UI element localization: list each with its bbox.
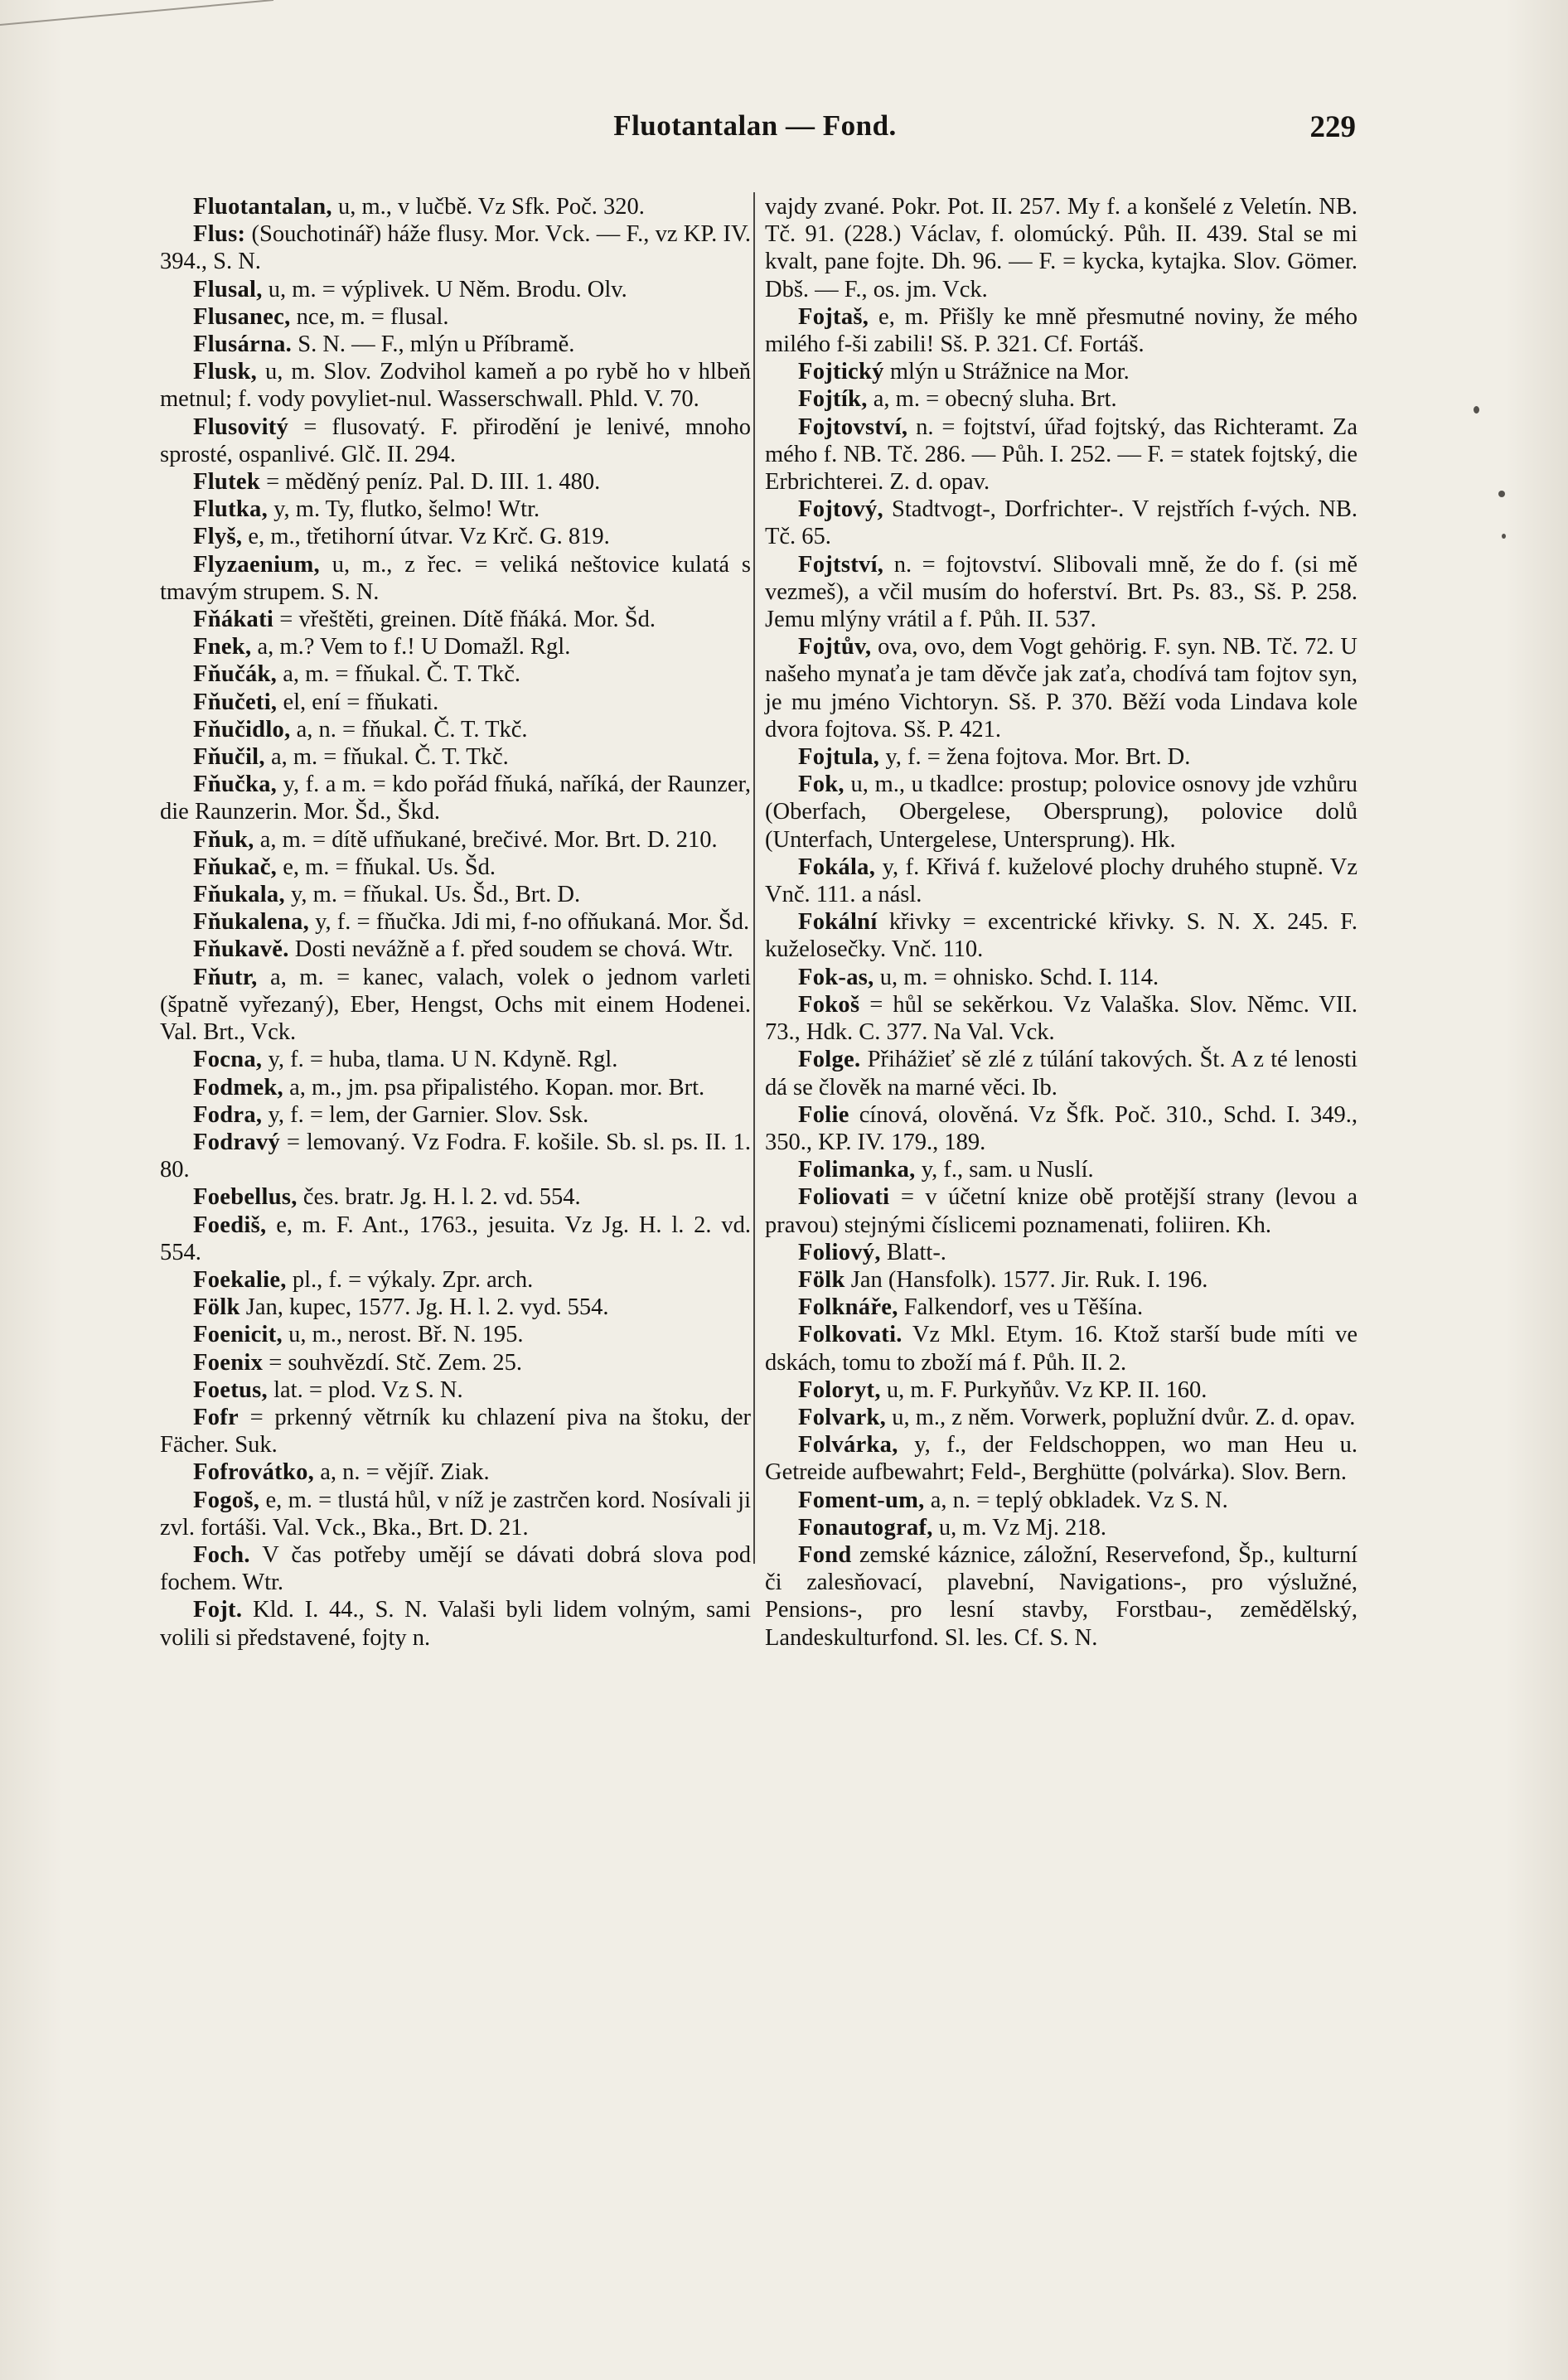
entry-definition: n. = fojtovství. Slibovali mně, že do f. (si mě vezmeš), a včil musím do hoferství. Brt. Ps. 83., Sš. P. 258. Jemu mlýny vrátil a f. Půh. II. 537. bbox=[765, 551, 1357, 633]
entry-headword: Fňukač, bbox=[193, 854, 278, 880]
dictionary-entry bbox=[160, 689, 751, 716]
entry-headword: Fojt. bbox=[193, 1597, 243, 1623]
page-header bbox=[154, 109, 1356, 159]
running-title: Fluotantalan — Fond. bbox=[613, 109, 897, 142]
entry-headword: Fňučidlo, bbox=[193, 716, 291, 743]
entry-definition: pl., f. = výkaly. Zpr. arch. bbox=[286, 1266, 534, 1293]
dictionary-entry bbox=[160, 1294, 751, 1321]
entry-definition: e, m. Přišly ke mně přesmutné noviny, že mého milého f-ši zabili! Sš. P. 321. Cf. Fortáš. bbox=[765, 303, 1357, 358]
entry-definition: a, m. = kanec, valach, volek o jednom varleti (špatně vyřezaný), Eber, Hengst, Ochs mit einem Hodenei. Val. Brt., Vck. bbox=[160, 964, 751, 1046]
dictionary-entry bbox=[160, 660, 751, 688]
entry-definition: u, m., u tkadlce: prostup; polovice osnovy jde vzhůru (Oberfach, Obergelese, Obersprung), polovice dolů (Unterfach, Untergelese, Untersprung). Hk. bbox=[765, 772, 1357, 853]
dictionary-entry bbox=[765, 854, 1357, 908]
entry-definition: a, m. = dítě ufňukané, brečivé. Mor. Brt. D. 210. bbox=[254, 826, 718, 853]
entry-definition: y, f., der Feldschoppen, wo man Heu u. Getreide aufbewahrt; Feld-, Berghütte (polvárka). Slov. Bern. bbox=[765, 1432, 1357, 1486]
entry-definition: mlýn u Strážnice na Mor. bbox=[883, 359, 1130, 385]
dictionary-entry bbox=[765, 1321, 1357, 1376]
entry-headword: Folimanka, bbox=[798, 1157, 916, 1183]
dictionary-entry bbox=[765, 771, 1357, 854]
entry-definition: = lemovaný. Vz Fodra. F. košile. Sb. sl. ps. II. 1. 80. bbox=[160, 1129, 751, 1183]
dictionary-entry bbox=[160, 716, 751, 743]
entry-definition: a, n. = teplý obkladek. Vz S. N. bbox=[924, 1487, 1228, 1513]
entry-headword: Fluotantalan, bbox=[193, 194, 332, 220]
entry-headword: Fňučeti, bbox=[193, 689, 278, 715]
entry-headword: Foekalie, bbox=[193, 1266, 287, 1293]
entry-definition: u, m. F. Purkyňův. Vz KP. II. 160. bbox=[880, 1376, 1207, 1403]
dictionary-entry bbox=[765, 1376, 1357, 1404]
entry-definition: u, m. = výplivek. U Něm. Brodu. Olv. bbox=[262, 276, 627, 302]
entry-definition: = vřeštěti, greinen. Dítě fňáká. Mor. Šd. bbox=[273, 607, 656, 633]
entry-definition: Jan, kupec, 1577. Jg. H. l. 2. vyd. 554. bbox=[240, 1294, 609, 1321]
entry-headword: Fňukala, bbox=[193, 882, 285, 908]
dictionary-entry bbox=[765, 1101, 1357, 1156]
entry-definition: e, m., třetihorní útvar. Vz Krč. G. 819. bbox=[242, 524, 610, 550]
entry-headword: Fogoš, bbox=[193, 1487, 260, 1513]
entry-definition: y, m. Ty, flutko, šelmo! Wtr. bbox=[268, 496, 540, 523]
entry-headword: Flyzaenium, bbox=[193, 551, 320, 578]
entry-definition: a, m. = obecný sluha. Brt. bbox=[867, 386, 1117, 413]
entry-headword: Flutek bbox=[193, 469, 260, 496]
entry-definition: u, m., z něm. Vorwerk, poplužní dvůr. Z. d. opav. bbox=[886, 1404, 1356, 1430]
entry-definition: a, m., jm. psa připalistého. Kopan. mor. Brt. bbox=[283, 1074, 705, 1101]
dictionary-entry bbox=[765, 358, 1357, 385]
entry-headword: Fojtaš, bbox=[798, 303, 869, 330]
dictionary-entry bbox=[765, 743, 1357, 771]
dictionary-entry bbox=[160, 1212, 751, 1266]
entry-headword: Fodra, bbox=[193, 1101, 263, 1128]
entry-headword: Fojtství, bbox=[798, 551, 884, 578]
entry-headword: Fok-as, bbox=[798, 964, 874, 990]
entry-headword: Foediš, bbox=[193, 1212, 267, 1238]
entry-headword: Flusárna. bbox=[193, 331, 293, 358]
entry-definition: e, m. F. Ant., 1763., jesuita. Vz Jg. H. l. 2. vd. 554. bbox=[160, 1212, 751, 1265]
entry-headword: Foliový, bbox=[798, 1239, 881, 1265]
entry-definition: lat. = plod. Vz S. N. bbox=[267, 1376, 463, 1403]
dictionary-entry bbox=[160, 1487, 751, 1541]
entry-definition: u, m., z řec. = veliká neštovice kulatá s tmavým strupem. S. N. bbox=[160, 551, 751, 605]
dictionary-entry bbox=[160, 523, 751, 550]
entry-headword: Folge. bbox=[798, 1047, 861, 1073]
dictionary-entry bbox=[765, 1404, 1357, 1431]
entry-headword: Fňuk, bbox=[193, 826, 254, 853]
entry-definition: Jan (Hansfolk). 1577. Jir. Ruk. I. 196. bbox=[844, 1266, 1208, 1293]
entry-headword: Fokální bbox=[798, 909, 878, 936]
dictionary-entry bbox=[765, 1266, 1357, 1294]
entry-headword: Folvark, bbox=[798, 1404, 887, 1430]
entry-definition: (Souchotinář) háže flusy. Mor. Vck. — F., vz KP. IV. 394., S. N. bbox=[160, 221, 751, 275]
entry-definition: y, f. = žena fojtova. Mor. Brt. D. bbox=[879, 744, 1191, 771]
entry-definition: S. N. — F., mlýn u Příbramě. bbox=[292, 331, 575, 358]
dictionary-entry bbox=[160, 1376, 751, 1404]
entry-definition: y, f. = huba, tlama. U N. Kdyně. Rgl. bbox=[262, 1047, 618, 1073]
entry-definition: u, m., v lučbě. Vz Sfk. Poč. 320. bbox=[332, 194, 645, 220]
entry-definition: = v účetní knize obě protější strany (levou a pravou) stejnými číslicemi poznamenati, foliiren. Kh. bbox=[765, 1184, 1357, 1238]
dictionary-entry bbox=[765, 414, 1357, 496]
dictionary-entry bbox=[160, 193, 751, 220]
entry-headword: Flusal, bbox=[193, 276, 263, 302]
dictionary-entry bbox=[160, 826, 751, 854]
entry-definition: cínová, olověná. Vz Šfk. Poč. 310., Schd. I. 349., 350., KP. IV. 179., 189. bbox=[765, 1101, 1357, 1155]
entry-headword: Fojtík, bbox=[798, 386, 868, 413]
entry-headword: Foliovati bbox=[798, 1184, 890, 1211]
margin-speck bbox=[1502, 534, 1506, 539]
dictionary-entry bbox=[160, 1596, 751, 1651]
entry-definition: křivky = excentrické křivky. S. N. X. 245. F. kuželosečky. Vnč. 110. bbox=[765, 909, 1357, 963]
right-column bbox=[765, 193, 1357, 1652]
dictionary-entry bbox=[160, 633, 751, 660]
entry-headword: Fňučák, bbox=[193, 661, 278, 688]
entry-definition: y, f. = fňučka. Jdi mi, f-no ofňukaná. Mor. Šd. bbox=[309, 909, 750, 936]
entry-headword: Focna, bbox=[193, 1047, 263, 1073]
dictionary-entry bbox=[160, 551, 751, 606]
column-divider bbox=[753, 192, 755, 1564]
entry-headword: Fok, bbox=[798, 772, 844, 798]
entry-headword: Foment-um, bbox=[798, 1487, 925, 1513]
dictionary-entry bbox=[765, 1514, 1357, 1541]
entry-headword: Fňučil, bbox=[193, 744, 265, 771]
entry-definition: a, m.? Vem to f.! U Domažl. Rgl. bbox=[251, 634, 571, 660]
dictionary-entry bbox=[160, 1074, 751, 1101]
entry-definition: y, f. a m. = kdo pořád fňuká, naříká, der Raunzer, die Raunzerin. Mor. Šd., Škd. bbox=[160, 772, 751, 825]
entry-definition: y, f. Křivá f. kuželové plochy druhého stupně. Vz Vnč. 111. a násl. bbox=[765, 854, 1357, 908]
dictionary-entry bbox=[160, 606, 751, 633]
dictionary-entry bbox=[160, 964, 751, 1047]
dictionary-entry bbox=[765, 633, 1357, 743]
entry-headword: Fojtový, bbox=[798, 496, 883, 523]
entry-headword: Foetus, bbox=[193, 1376, 268, 1403]
entry-definition: a, n. = fňukal. Č. T. Tkč. bbox=[290, 716, 528, 743]
entry-definition: nce, m. = flusal. bbox=[290, 303, 449, 330]
dictionary-entry bbox=[765, 908, 1357, 963]
left-column bbox=[160, 193, 751, 1652]
entry-headword: Fölk bbox=[193, 1294, 240, 1321]
entry-definition: Vz Mkl. Etym. 16. Ktož starší bude míti ve dskách, tomu to zboží má f. Půh. II. 2. bbox=[765, 1322, 1357, 1376]
dictionary-entry bbox=[765, 1431, 1357, 1486]
dictionary-entry bbox=[765, 1541, 1357, 1652]
dictionary-entry bbox=[765, 1487, 1357, 1514]
entry-definition: u, m. Slov. Zodvihol kameň a po rybě ho v hlbeň metnul; f. vody povyliet-nul. Wasserschwall. Phld. V. 70. bbox=[160, 359, 751, 413]
entry-headword: Fodravý bbox=[193, 1129, 281, 1155]
margin-speck bbox=[1474, 406, 1479, 414]
dictionary-entry bbox=[160, 1101, 751, 1129]
dictionary-entry bbox=[765, 303, 1357, 358]
entry-definition: = flusovatý. F. přirodění je lenivé, mnoho sprosté, ospanlivé. Glč. II. 294. bbox=[160, 414, 751, 467]
dictionary-entry bbox=[160, 881, 751, 908]
entry-definition: = souhvězdí. Stč. Zem. 25. bbox=[263, 1349, 523, 1376]
entry-headword: Fokála, bbox=[798, 854, 876, 880]
entry-headword: Folknáře, bbox=[798, 1294, 898, 1321]
page-number: 229 bbox=[1309, 110, 1356, 144]
margin-speck bbox=[1498, 491, 1505, 497]
entry-headword: Fofr bbox=[193, 1404, 239, 1430]
dictionary-entry bbox=[160, 1046, 751, 1073]
entry-definition: Falkendorf, ves u Těšína. bbox=[898, 1294, 1144, 1321]
dictionary-entry bbox=[765, 551, 1357, 634]
entry-headword: Fojtův, bbox=[798, 634, 872, 660]
dictionary-entry bbox=[765, 1183, 1357, 1238]
entry-definition: Dosti nevážně a f. před soudem se chová. Wtr. bbox=[288, 936, 733, 963]
entry-headword: Foebellus, bbox=[193, 1184, 298, 1211]
entry-headword: Flusk, bbox=[193, 359, 258, 385]
entry-headword: Folkovati. bbox=[798, 1322, 903, 1348]
dictionary-entry bbox=[160, 1266, 751, 1294]
entry-headword: Fňutr, bbox=[193, 964, 258, 990]
dictionary-entry bbox=[160, 331, 751, 358]
dictionary-entry bbox=[160, 1129, 751, 1183]
dictionary-entry bbox=[160, 276, 751, 303]
entry-definition: a, m. = fňukal. Č. T. Tkč. bbox=[277, 661, 520, 688]
entry-definition: el, ení = fňukati. bbox=[277, 689, 439, 715]
dictionary-entry bbox=[765, 193, 1357, 303]
entry-headword: Foch. bbox=[193, 1541, 250, 1568]
entry-headword: Fňukavě. bbox=[193, 936, 289, 963]
entry-headword: Fňukalena, bbox=[193, 909, 310, 936]
entry-headword: Flus: bbox=[193, 221, 246, 248]
entry-headword: Folvárka, bbox=[798, 1432, 898, 1458]
entry-headword: Fond bbox=[798, 1541, 852, 1568]
entry-definition: n. = fojtství, úřad fojtský, das Richteramt. Za mého f. NB. Tč. 286. — Půh. I. 252. — F. = statek fojtský, die Erbrichterei. Z. d. opav. bbox=[765, 414, 1357, 496]
dictionary-entry bbox=[765, 1046, 1357, 1101]
dictionary-entry bbox=[160, 496, 751, 523]
page-corner-mark bbox=[0, 0, 273, 50]
entry-definition: a, m. = fňukal. Č. T. Tkč. bbox=[264, 744, 509, 771]
entry-headword: Fofrovátko, bbox=[193, 1459, 315, 1486]
dictionary-entry bbox=[160, 854, 751, 881]
entry-headword: Folie bbox=[798, 1101, 849, 1128]
entry-definition: ova, ovo, dem Vogt gehörig. F. syn. NB. Tč. 72. U našeho mynaťa je tam děvče jak zaťa, chodívá tam fojtov syn, je mu jméno Vichtoryn. Sš. P. 370. Běží voda Lindava kole dvora fojtova. Sš. P. 421. bbox=[765, 634, 1357, 743]
entry-headword: Fölk bbox=[798, 1266, 845, 1293]
dictionary-entry bbox=[160, 1183, 751, 1211]
entry-headword: Flutka, bbox=[193, 496, 268, 523]
dictionary-entry bbox=[765, 496, 1357, 550]
entry-headword: Foloryt, bbox=[798, 1376, 881, 1403]
entry-definition: Kld. I. 44., S. N. Valaši byli lidem volným, sami volili si představené, fojty n. bbox=[160, 1597, 751, 1651]
entry-definition: y, f., sam. u Nuslí. bbox=[915, 1157, 1094, 1183]
dictionary-entry bbox=[160, 1458, 751, 1486]
entry-headword: Fňučka, bbox=[193, 772, 278, 798]
entry-definition: e, m. = fňukal. Us. Šd. bbox=[277, 854, 496, 880]
dictionary-entry bbox=[160, 1349, 751, 1376]
entry-definition: y, f. = lem, der Garnier. Slov. Ssk. bbox=[262, 1101, 589, 1128]
entry-headword: Flyš, bbox=[193, 524, 243, 550]
dictionary-entry bbox=[160, 908, 751, 936]
entry-headword: Fňákati bbox=[193, 607, 274, 633]
dictionary-entry bbox=[160, 220, 751, 275]
entry-definition: y, m. = fňukal. Us. Šd., Brt. D. bbox=[284, 882, 581, 908]
entry-definition: V čas potřeby umějí se dávati dobrá slova pod fochem. Wtr. bbox=[160, 1541, 751, 1596]
entry-definition: = měděný peníz. Pal. D. III. 1. 480. bbox=[259, 469, 601, 496]
dictionary-entry bbox=[765, 1294, 1357, 1321]
entry-headword: Fonautograf, bbox=[798, 1514, 933, 1541]
entry-definition: Stadtvogt-, Dorfrichter-. V rejstřích f-vých. NB. Tč. 65. bbox=[765, 496, 1357, 550]
entry-definition: u, m. = ohnisko. Schd. I. 114. bbox=[874, 964, 1159, 990]
entry-headword: Fokoš bbox=[798, 991, 860, 1018]
entry-headword: Foenix bbox=[193, 1349, 264, 1376]
entry-headword: Fnek, bbox=[193, 634, 252, 660]
entry-headword: Fodmek, bbox=[193, 1074, 283, 1101]
dictionary-entry bbox=[160, 936, 751, 963]
entry-headword: Flusovitý bbox=[193, 414, 289, 440]
entry-definition: zemské káznice, záložní, Reservefond, Šp., kulturní či zalesňovací, plavební, Navigations-, pro výslužné, Pensions-, pro lesní stavby, Forstbau-, zemědělský, Landeskulturfond. Sl. les. Cf. S. N. bbox=[765, 1541, 1357, 1651]
entry-definition: Přihážieť sě zlé z túlání takových. Št. A z té lenosti dá se člověk na marné věci. Ib. bbox=[765, 1047, 1357, 1101]
dictionary-entry bbox=[160, 771, 751, 825]
dictionary-entry bbox=[160, 303, 751, 331]
entry-headword: Fojtovství, bbox=[798, 414, 908, 440]
entry-definition: u, m., nerost. Bř. N. 195. bbox=[282, 1322, 524, 1348]
entry-definition: u, m. Vz Mj. 218. bbox=[932, 1514, 1106, 1541]
entry-definition: čes. bratr. Jg. H. l. 2. vd. 554. bbox=[297, 1184, 581, 1211]
dictionary-entry bbox=[765, 1156, 1357, 1183]
dictionary-entry bbox=[160, 414, 751, 468]
entry-definition: e, m. = tlustá hůl, v níž je zastrčen kord. Nosívali ji zvl. fortáši. Val. Vck., Bka., Brt. D. 21. bbox=[160, 1487, 751, 1541]
entry-headword: Fojtula, bbox=[798, 744, 880, 771]
dictionary-entry bbox=[765, 1239, 1357, 1266]
dictionary-entry bbox=[765, 991, 1357, 1046]
entry-definition: a, n. = vějíř. Ziak. bbox=[314, 1459, 490, 1486]
entry-headword: Flusanec, bbox=[193, 303, 291, 330]
dictionary-entry bbox=[765, 964, 1357, 991]
entry-definition: = prkenný větrník ku chlazení piva na štoku, der Fächer. Suk. bbox=[160, 1404, 751, 1458]
dictionary-entry bbox=[160, 1541, 751, 1596]
dictionary-entry bbox=[160, 1321, 751, 1348]
entry-definition: Blatt-. bbox=[880, 1239, 946, 1265]
entry-headword: Foenicit, bbox=[193, 1322, 283, 1348]
entry-definition: = hůl se sekěrkou. Vz Valaška. Slov. Němc. VII. 73., Hdk. C. 377. Na Val. Vck. bbox=[765, 991, 1357, 1046]
dictionary-entry bbox=[160, 743, 751, 771]
dictionary-entry bbox=[160, 358, 751, 413]
dictionary-entry bbox=[765, 385, 1357, 413]
entry-headword: Fojtický bbox=[798, 359, 884, 385]
dictionary-entry bbox=[160, 468, 751, 496]
entry-definition: vajdy zvané. Pokr. Pot. II. 257. My f. a konšelé z Veletín. NB. Tč. 91. (228.) Václav, f. olomúcký. Půh. II. 439. Stal se mi kvalt, pane fojte. Dh. 96. — F. = kycka, kytajka. Slov. Gömer. Dbš. — F., os. jm. Vck. bbox=[765, 194, 1357, 302]
dictionary-entry bbox=[160, 1404, 751, 1458]
